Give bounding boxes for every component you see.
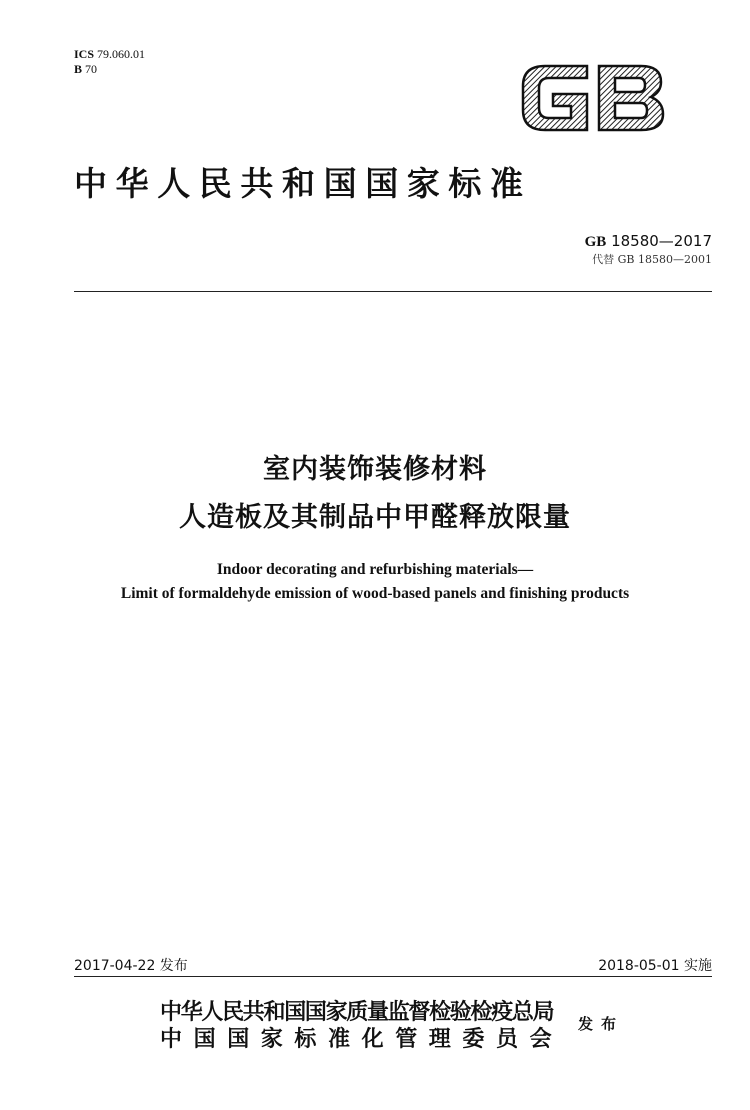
standard-code: 18580—2017 [611, 232, 712, 250]
classification-block [74, 47, 145, 77]
english-title-line-1: Indoor decorating and refurbishing materials— [216, 561, 534, 578]
implementation-date: 2018-05-01 实施 [598, 958, 712, 974]
gb-logo-icon [515, 56, 670, 140]
standard-number-block [585, 232, 712, 267]
standard-number [585, 232, 712, 251]
issue-date: 2017-04-22 发布 [74, 958, 188, 974]
english-title-line-2: Limit of formaldehyde emission of wood-based panels and finishing products [120, 585, 630, 602]
ics-code: ICS 79.060.01 [74, 47, 146, 61]
category-code: B 70 [74, 62, 98, 76]
chinese-title-line-1: 室内装饰装修材料 [263, 454, 487, 485]
issuer-line-1: 中华人民共和国国家质量监督检验检疫总局 [160, 999, 554, 1025]
national-standard-title: 中华人民共和国国家标准 [74, 164, 532, 203]
publish-label: 发布 [578, 1015, 625, 1033]
chinese-title-line-2: 人造板及其制品中甲醛释放限量 [179, 502, 571, 533]
footer-divider [74, 976, 712, 977]
standard-prefix: GB [584, 234, 607, 250]
issuer-line-2: 中国国家标准化管理委员会 [160, 1026, 564, 1052]
replaces-standard: 代替 GB 18580—2001 [592, 253, 712, 266]
header-divider [74, 291, 712, 292]
